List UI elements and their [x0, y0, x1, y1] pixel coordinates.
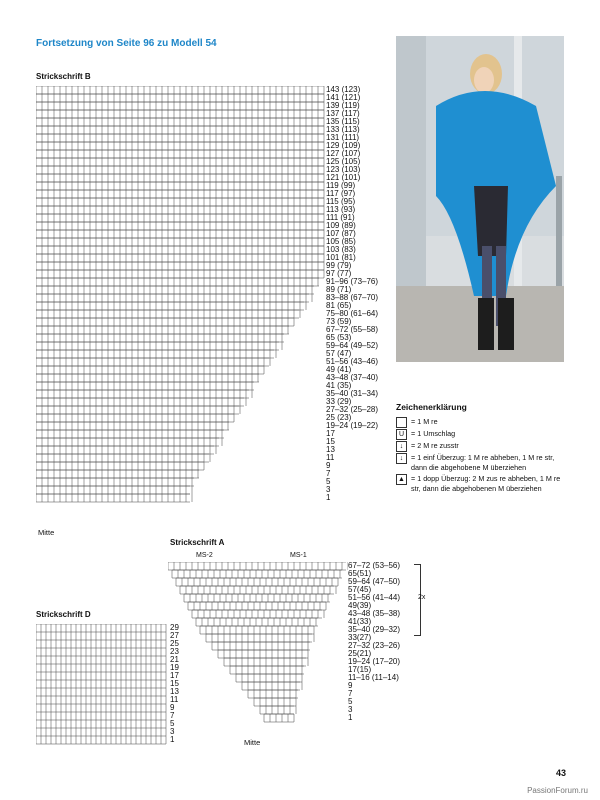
legend-text: = 1 einf Überzug: 1 M re abheben, 1 M re str, dann die abgehobene M überziehen	[411, 453, 555, 472]
row-label: 103 (83)	[326, 245, 356, 254]
chart-b-title: Strickschrift B	[36, 72, 91, 81]
row-label: 107 (87)	[326, 229, 356, 238]
row-label: 17	[326, 429, 335, 438]
row-label: 137 (117)	[326, 109, 360, 118]
row-label: 143 (123)	[326, 85, 361, 94]
legend-item	[396, 417, 566, 428]
row-label: 9	[170, 703, 175, 712]
row-label: 105 (85)	[326, 237, 356, 246]
row-label: 111 (91)	[326, 213, 355, 222]
row-label: 25(21)	[348, 649, 372, 658]
row-label: 11	[170, 695, 179, 704]
row-label: 117 (97)	[326, 189, 356, 198]
legend	[396, 417, 566, 495]
ms2-label: MS-2	[196, 552, 213, 559]
row-label: 5	[326, 477, 331, 486]
row-label: 59–64 (47–50)	[348, 577, 401, 586]
row-label: 11–16 (11–14)	[348, 673, 399, 682]
row-label: 131 (111)	[326, 133, 360, 142]
chart-a-title: Strickschrift A	[170, 538, 225, 547]
row-label: 7	[348, 689, 353, 698]
legend-text: = 2 M re zusstr	[411, 441, 459, 450]
row-label: 41(33)	[348, 617, 372, 626]
row-label: 1	[170, 735, 175, 744]
row-label: 1	[326, 493, 331, 502]
row-label: 9	[348, 681, 353, 690]
row-label: 127 (107)	[326, 149, 361, 158]
row-label: 9	[326, 461, 331, 470]
row-label: 3	[170, 727, 175, 736]
row-label: 65 (53)	[326, 333, 352, 342]
row-label: 51–56 (41–44)	[348, 593, 401, 602]
legend-item	[396, 453, 566, 473]
row-label: 21	[170, 655, 179, 664]
row-label: 7	[326, 469, 331, 478]
row-label: 101 (81)	[326, 253, 356, 262]
row-label: 11	[326, 453, 335, 462]
legend-title: Zeichenerklärung	[396, 402, 467, 412]
row-label: 125 (105)	[326, 157, 361, 166]
row-label: 67–72 (53–56)	[348, 561, 401, 570]
row-label: 75–80 (61–64)	[326, 309, 379, 318]
row-label: 27	[170, 631, 179, 640]
row-label: 1	[348, 713, 353, 722]
chart-a-grid	[168, 562, 348, 732]
row-label: 123 (103)	[326, 165, 361, 174]
row-label: 19–24 (17–20)	[348, 657, 401, 666]
row-label: 57(45)	[348, 585, 372, 594]
row-label: 139 (119)	[326, 101, 360, 110]
row-label: 27–32 (25–28)	[326, 405, 379, 414]
chart-d-grid	[36, 624, 168, 746]
legend-symbol-icon: U	[396, 429, 407, 440]
chart-d-title: Strickschrift D	[36, 610, 91, 619]
legend-item	[396, 429, 566, 440]
row-label: 15	[170, 679, 179, 688]
row-label: 7	[170, 711, 175, 720]
row-label: 27–32 (23–26)	[348, 641, 401, 650]
row-label: 25 (23)	[326, 413, 352, 422]
row-label: 141 (121)	[326, 93, 361, 102]
ms1-label: MS-1	[290, 552, 307, 559]
row-label: 73 (59)	[326, 317, 352, 326]
row-label: 59–64 (49–52)	[326, 341, 379, 350]
page-header: Fortsetzung von Seite 96 zu Modell 54	[36, 38, 217, 49]
row-label: 65(51)	[348, 569, 372, 578]
legend-symbol-icon	[396, 417, 407, 428]
legend-item	[396, 441, 566, 452]
row-label: 33(27)	[348, 633, 372, 642]
watermark: PassionForum.ru	[527, 786, 588, 795]
row-label: 35–40 (29–32)	[348, 625, 401, 634]
row-label: 129 (109)	[326, 141, 361, 150]
row-label: 49 (41)	[326, 365, 352, 374]
row-label: 81 (65)	[326, 301, 352, 310]
legend-text: = 1 M re	[411, 417, 438, 426]
row-label: 25	[170, 639, 179, 648]
row-label: 35–40 (31–34)	[326, 389, 379, 398]
row-label: 135 (115)	[326, 117, 360, 126]
row-label: 99 (79)	[326, 261, 352, 270]
chart-b-grid	[36, 86, 326, 526]
legend-text: = 1 Umschlag	[411, 429, 456, 438]
row-label: 51–56 (43–46)	[326, 357, 379, 366]
row-label: 17	[170, 671, 179, 680]
row-label: 133 (113)	[326, 125, 360, 134]
legend-symbol-icon: ▲	[396, 474, 407, 485]
page-number: 43	[555, 768, 566, 778]
row-label: 109 (89)	[326, 221, 356, 230]
row-label: 121 (101)	[326, 173, 361, 182]
row-label: 19–24 (19–22)	[326, 421, 379, 430]
row-label: 15	[326, 437, 335, 446]
legend-item	[396, 474, 566, 494]
legend-text: = 1 dopp Überzug: 2 M zus re abheben, 1 M re str, dann die abgehobenen M überziehen	[411, 474, 561, 493]
chart-b-row-labels	[326, 86, 378, 502]
row-label: 23	[170, 647, 179, 656]
row-label: 41 (35)	[326, 381, 352, 390]
chart-a-row-labels	[348, 562, 400, 722]
chart-a-mitte-label: Mitte	[244, 738, 261, 747]
row-label: 83–88 (67–70)	[326, 293, 379, 302]
row-label: 89 (71)	[326, 285, 352, 294]
row-label: 115 (95)	[326, 197, 356, 206]
row-label: 91–96 (73–76)	[326, 277, 379, 286]
row-label: 57 (47)	[326, 349, 352, 358]
legend-symbol-icon: ↓	[396, 441, 407, 452]
row-label: 13	[326, 445, 335, 454]
row-label: 19	[170, 663, 179, 672]
chart-b-mitte-label: Mitte	[38, 528, 55, 537]
row-label: 29	[170, 623, 179, 632]
row-label: 97 (77)	[326, 269, 352, 278]
repeat-label: 2x	[418, 594, 426, 601]
model-photo	[396, 36, 564, 362]
row-label: 119 (99)	[326, 181, 356, 190]
row-label: 5	[348, 697, 353, 706]
row-label: 17(15)	[348, 665, 372, 674]
row-label: 43–48 (35–38)	[348, 609, 401, 618]
row-label: 49(39)	[348, 601, 372, 610]
row-label: 67–72 (55–58)	[326, 325, 379, 334]
row-label: 3	[326, 485, 331, 494]
row-label: 3	[348, 705, 353, 714]
row-label: 13	[170, 687, 179, 696]
legend-symbol-icon: ↓	[396, 453, 407, 464]
chart-d-row-labels	[170, 624, 179, 744]
row-label: 43–48 (37–40)	[326, 373, 379, 382]
row-label: 33 (29)	[326, 397, 352, 406]
row-label: 113 (93)	[326, 205, 356, 214]
row-label: 5	[170, 719, 175, 728]
